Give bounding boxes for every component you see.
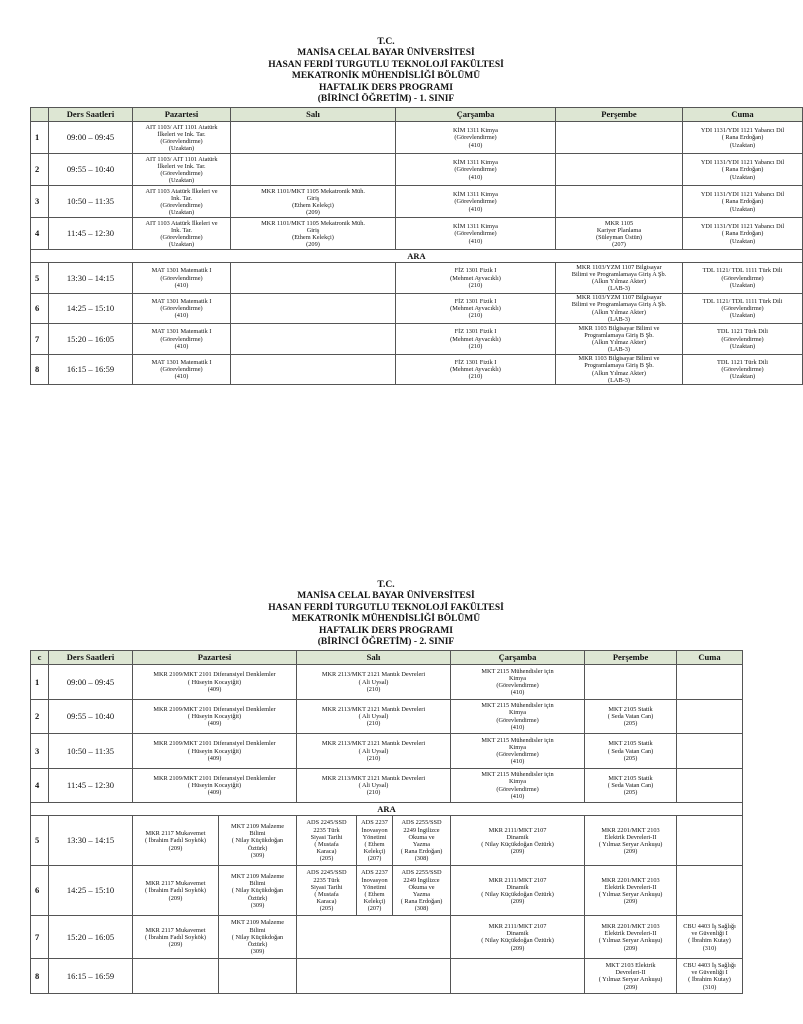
schedule-2-afternoon <box>31 816 743 994</box>
schedule-cell <box>133 959 219 994</box>
schedule-cell: TDL 1121 Türk Dili (Görevlendirme) (Uzaktan) <box>683 324 803 355</box>
table-row <box>31 154 803 186</box>
column-header: Ders Saatleri <box>49 651 133 665</box>
schedule-cell <box>451 959 585 994</box>
schedule-cell: MKT 2115 Mühendisler için Kimya (Görevlendirme) (410) <box>451 768 585 803</box>
schedule-cell: ADS 2237 İnovasyon Yönetimi ( Ethem Kelekçi) (207) <box>357 816 393 866</box>
time-slot: 10:50 – 11:35 <box>49 186 133 218</box>
row-number: 2 <box>31 699 49 734</box>
schedule-cell <box>677 665 743 700</box>
schedule-cell: MAT 1301 Matematik I (Görevlendirme) (410) <box>133 263 231 294</box>
schedule-cell: FİZ 1301 Fizik I (Mehmet Ayvacıklı) (210) <box>396 263 556 294</box>
schedule-cell: ADS 2245/SSD 2235 Türk Siyasi Tarihi ( Mustafa Karaca) (205) <box>297 816 357 866</box>
time-slot: 11:45 – 12:30 <box>49 768 133 803</box>
column-header: Çarşamba <box>451 651 585 665</box>
schedule-cell: MKT 2105 Statik ( Seda Vatan Can) (205) <box>585 734 677 769</box>
schedule-cell: FİZ 1301 Fizik I (Mehmet Ayvacıklı) (210) <box>396 354 556 385</box>
schedule-cell <box>677 699 743 734</box>
row-number: 6 <box>31 293 49 324</box>
time-slot: 13:30 – 14:15 <box>49 263 133 294</box>
table-row <box>31 959 743 994</box>
table-row <box>31 218 803 250</box>
table-row <box>31 699 743 734</box>
schedule-1-header <box>30 37 742 105</box>
row-number: 1 <box>31 665 49 700</box>
schedule-cell: MKT 2109 Malzeme Bilimi ( Nilay Küçükdoğan Öztürk) (309) <box>219 816 297 866</box>
schedule-cell: YDI 1131/YDI 1121 Yabancı Dil ( Rana Erdoğan) (Uzaktan) <box>683 218 803 250</box>
schedule-cell: YDI 1131/YDI 1121 Yabancı Dil ( Rana Erdoğan) (Uzaktan) <box>683 122 803 154</box>
schedule-2-morning <box>31 665 743 803</box>
schedule-cell: MKR 2109/MKT 2101 Diferansiyel Denklemler ( Hüseyin Kocayiğit) (409) <box>133 768 297 803</box>
schedule-cell: TDL 1121/ TDL 1111 Türk Dili (Görevlendirme) (Uzaktan) <box>683 263 803 294</box>
schedule-cell: MKR 2113/MKT 2121 Mantık Devreleri ( Ali Uysal) (210) <box>297 734 451 769</box>
header-line: HASAN FERDİ TURGUTLU TEKNOLOJİ FAKÜLTESİ <box>268 602 504 613</box>
schedule-cell <box>556 122 683 154</box>
schedule-cell: MKR 1103/YZM 1107 Bilgisayar Bilimi ve Programlamaya Giriş A Şb. (Alkın Yılmaz Akter) (LAB-3) <box>556 293 683 324</box>
schedule-cell: CBU 4403 İş Sağlığı ve Güvenliği I ( İbrahim Kutay) (310) <box>677 916 743 959</box>
time-slot: 09:55 – 10:40 <box>49 154 133 186</box>
schedule-cell: ADS 2245/SSD 2235 Türk Siyasi Tarihi ( Mustafa Karaca) (205) <box>297 866 357 916</box>
table-row <box>31 734 743 769</box>
schedule-cell: MKR 2201/MKT 2103 Elektrik Devreleri-II ( Yılmaz Seryar Arıkuşu) (209) <box>585 916 677 959</box>
schedule-cell: MKR 1105 Kariyer Planlama (Süleyman Üstün) (207) <box>556 218 683 250</box>
table-row <box>31 665 743 700</box>
table-row <box>31 916 743 959</box>
row-number: 3 <box>31 186 49 218</box>
schedule-cell: MKR 1103 Bilgisayar Bilimi ve Programlamaya Giriş B Şb. (Alkın Yılmaz Akter) (LAB-3) <box>556 354 683 385</box>
column-header: Pazartesi <box>133 108 231 122</box>
schedule-cell: KİM 1311 Kimya (Görevlendirme) (410) <box>396 122 556 154</box>
schedule-cell: AIT 1103 Atatürk İlkeleri ve Ink. Tar. (Görevlendirme) (Uzaktan) <box>133 218 231 250</box>
schedule-1 <box>30 37 785 385</box>
schedule-cell: MKR 2117 Mukavemet ( İbrahim Fadıl Soykök) (209) <box>133 866 219 916</box>
table-row <box>31 768 743 803</box>
schedule-cell: KİM 1311 Kimya (Görevlendirme) (410) <box>396 186 556 218</box>
schedule-cell: MKT 2105 Statik ( Seda Vatan Can) (205) <box>585 768 677 803</box>
column-header <box>31 108 49 122</box>
schedule-cell <box>231 263 396 294</box>
schedule-cell: AIT 1103/ AIT 1101 Atatürk İlkeleri ve Ink. Tar. (Görevlendirme) (Uzaktan) <box>133 122 231 154</box>
schedule-cell <box>297 916 451 959</box>
schedule-cell <box>677 768 743 803</box>
header-line: HAFTALIK DERS PROGRAMI <box>319 82 453 93</box>
row-number: 2 <box>31 154 49 186</box>
schedule-1-afternoon <box>31 263 803 385</box>
schedule-cell: MKT 2109 Malzeme Bilimi ( Nilay Küçükdoğan Öztürk) (309) <box>219 866 297 916</box>
header-line: (BİRİNCİ ÖĞRETİM) - 1. SINIF <box>317 94 455 105</box>
schedule-cell: MKR 2111/MKT 2107 Dinamik ( Nilay Küçükdoğan Öztürk) (209) <box>451 866 585 916</box>
table-row <box>31 354 803 385</box>
table-header-row <box>31 651 743 665</box>
row-number: 8 <box>31 959 49 994</box>
break-label: ARA <box>31 803 743 816</box>
schedule-cell: MAT 1301 Matematik I (Görevlendirme) (410) <box>133 354 231 385</box>
schedule-2 <box>30 580 742 994</box>
schedule-cell: MKT 2103 Elektrik Devreleri-II ( Yılmaz Seryar Arıkuşu) (209) <box>585 959 677 994</box>
row-number: 6 <box>31 866 49 916</box>
column-header: Cuma <box>677 651 743 665</box>
schedule-cell <box>556 186 683 218</box>
header-line: HAFTALIK DERS PROGRAMI <box>319 625 453 636</box>
column-header: Perşembe <box>556 108 683 122</box>
table-row <box>31 866 743 916</box>
schedule-cell: KİM 1311 Kimya (Görevlendirme) (410) <box>396 218 556 250</box>
schedule-2-table <box>30 650 743 994</box>
schedule-cell <box>231 324 396 355</box>
table-header-row <box>31 108 803 122</box>
schedule-cell: MKR 2109/MKT 2101 Diferansiyel Denklemler ( Hüseyin Kocayiğit) (409) <box>133 699 297 734</box>
schedule-cell: MKT 2115 Mühendisler için Kimya (Görevlendirme) (410) <box>451 734 585 769</box>
schedule-cell: MAT 1301 Matematik I (Görevlendirme) (410) <box>133 293 231 324</box>
schedule-cell <box>231 154 396 186</box>
schedule-cell: ADS 2255/SSD 2249 İngilizce Okuma ve Yazma ( Rana Erdoğan) (308) <box>393 816 451 866</box>
column-header: c <box>31 651 49 665</box>
row-number: 8 <box>31 354 49 385</box>
schedule-cell: ADS 2237 İnovasyon Yönetimi ( Ethem Kelekçi) (207) <box>357 866 393 916</box>
time-slot: 09:00 – 09:45 <box>49 665 133 700</box>
schedule-cell: TDL 1121/ TDL 1111 Türk Dili (Görevlendirme) (Uzaktan) <box>683 293 803 324</box>
time-slot: 16:15 – 16:59 <box>49 354 133 385</box>
header-line: T.C. <box>377 37 395 47</box>
schedule-cell: MKT 2115 Mühendisler için Kimya (Görevlendirme) (410) <box>451 665 585 700</box>
schedule-cell: MKR 2109/MKT 2101 Diferansiyel Denklemler ( Hüseyin Kocayiğit) (409) <box>133 734 297 769</box>
schedule-cell: MKR 2117 Mukavemet ( İbrahim Fadıl Soykök) (209) <box>133 916 219 959</box>
schedule-cell: TDL 1121 Türk Dili (Görevlendirme) (Uzaktan) <box>683 354 803 385</box>
schedule-cell: MKR 2201/MKT 2103 Elektrik Devreleri-II ( Yılmaz Seryar Arıkuşu) (209) <box>585 816 677 866</box>
time-slot: 15:20 – 16:05 <box>49 916 133 959</box>
column-header: Cuma <box>683 108 803 122</box>
schedule-cell: MKR 2113/MKT 2121 Mantık Devreleri ( Ali Uysal) (210) <box>297 699 451 734</box>
time-slot: 15:20 – 16:05 <box>49 324 133 355</box>
row-number: 4 <box>31 218 49 250</box>
schedule-cell: MKR 1101/MKT 1105 Mekatronik Müh. Giriş (Ethem Kelekçi) (209) <box>231 186 396 218</box>
schedule-cell <box>297 959 451 994</box>
column-header: Ders Saatleri <box>49 108 133 122</box>
break-row <box>31 803 743 816</box>
schedule-cell <box>556 154 683 186</box>
schedule-cell: MKT 2115 Mühendisler için Kimya (Görevlendirme) (410) <box>451 699 585 734</box>
schedule-cell: MKR 2113/MKT 2121 Mantık Devreleri ( Ali Uysal) (210) <box>297 768 451 803</box>
time-slot: 09:00 – 09:45 <box>49 122 133 154</box>
schedule-cell: FİZ 1301 Fizik I (Mehmet Ayvacıklı) (210) <box>396 324 556 355</box>
table-row <box>31 816 743 866</box>
schedule-cell <box>677 734 743 769</box>
header-line: T.C. <box>377 580 395 590</box>
row-number: 1 <box>31 122 49 154</box>
schedule-cell: YDI 1131/YDI 1121 Yabancı Dil ( Rana Erdoğan) (Uzaktan) <box>683 186 803 218</box>
row-number: 7 <box>31 916 49 959</box>
time-slot: 16:15 – 16:59 <box>49 959 133 994</box>
header-line: MEKATRONİK MÜHENDİSLİĞİ BÖLÜMÜ <box>291 614 481 625</box>
schedule-cell: MKT 2109 Malzeme Bilimi ( Nilay Küçükdoğan Öztürk) (309) <box>219 916 297 959</box>
time-slot: 11:45 – 12:30 <box>49 218 133 250</box>
schedule-cell: KİM 1311 Kimya (Görevlendirme) (410) <box>396 154 556 186</box>
schedule-cell <box>231 293 396 324</box>
schedule-1-morning <box>31 122 803 250</box>
time-slot: 14:25 – 15:10 <box>49 866 133 916</box>
schedule-cell: MKR 2109/MKT 2101 Diferansiyel Denklemler ( Hüseyin Kocayiğit) (409) <box>133 665 297 700</box>
header-line: MANİSA CELAL BAYAR ÜNİVERSİTESİ <box>297 48 475 59</box>
schedule-cell: CBU 4403 İş Sağlığı ve Güvenliği I ( İbrahim Kutay) (310) <box>677 959 743 994</box>
break-row <box>31 250 803 263</box>
time-slot: 13:30 – 14:15 <box>49 816 133 866</box>
time-slot: 14:25 – 15:10 <box>49 293 133 324</box>
header-line: HASAN FERDİ TURGUTLU TEKNOLOJİ FAKÜLTESİ <box>268 59 504 70</box>
column-header: Salı <box>297 651 451 665</box>
column-header: Pazartesi <box>133 651 297 665</box>
schedule-2-header <box>30 580 742 648</box>
header-line: MANİSA CELAL BAYAR ÜNİVERSİTESİ <box>297 591 475 602</box>
schedule-cell: MKT 2105 Statik ( Seda Vatan Can) (205) <box>585 699 677 734</box>
schedule-cell: MKR 1101/MKT 1105 Mekatronik Müh. Giriş (Ethem Kelekçi) (209) <box>231 218 396 250</box>
table-row <box>31 263 803 294</box>
schedule-cell: FİZ 1301 Fizik I (Mehmet Ayvacıklı) (210) <box>396 293 556 324</box>
schedule-cell: MKR 1103 Bilgisayar Bilimi ve Programlamaya Giriş B Şb. (Alkın Yılmaz Akter) (LAB-3) <box>556 324 683 355</box>
header-line: MEKATRONİK MÜHENDİSLİĞİ BÖLÜMÜ <box>291 71 481 82</box>
schedule-cell: YDI 1131/YDI 1121 Yabancı Dil ( Rana Erdoğan) (Uzaktan) <box>683 154 803 186</box>
table-row <box>31 122 803 154</box>
schedule-cell <box>677 866 743 916</box>
schedule-1-table <box>30 107 803 385</box>
column-header: Çarşamba <box>396 108 556 122</box>
table-row <box>31 324 803 355</box>
schedule-cell: MKR 2111/MKT 2107 Dinamik ( Nilay Küçükdoğan Öztürk) (209) <box>451 916 585 959</box>
schedule-cell: MKR 1103/YZM 1107 Bilgisayar Bilimi ve Programlamaya Giriş A Şb. (Alkın Yılmaz Akter) (LAB-3) <box>556 263 683 294</box>
row-number: 5 <box>31 263 49 294</box>
time-slot: 09:55 – 10:40 <box>49 699 133 734</box>
table-row <box>31 186 803 218</box>
schedule-cell <box>231 354 396 385</box>
row-number: 7 <box>31 324 49 355</box>
schedule-cell: MKR 2111/MKT 2107 Dinamik ( Nilay Küçükdoğan Öztürk) (209) <box>451 816 585 866</box>
schedule-cell: MKR 2117 Mukavemet ( İbrahim Fadıl Soykök) (209) <box>133 816 219 866</box>
schedule-cell: MKR 2113/MKT 2121 Mantık Devreleri ( Ali Uysal) (210) <box>297 665 451 700</box>
schedule-cell <box>231 122 396 154</box>
column-header: Salı <box>231 108 396 122</box>
row-number: 4 <box>31 768 49 803</box>
schedule-cell <box>585 665 677 700</box>
schedule-cell <box>677 816 743 866</box>
column-header: Perşembe <box>585 651 677 665</box>
break-label: ARA <box>31 250 803 263</box>
row-number: 5 <box>31 816 49 866</box>
schedule-cell: ADS 2255/SSD 2249 İngilizce Okuma ve Yazma ( Rana Erdoğan) (308) <box>393 866 451 916</box>
header-line: (BİRİNCİ ÖĞRETİM) - 2. SINIF <box>317 637 455 648</box>
schedule-cell <box>219 959 297 994</box>
schedule-cell: MKR 2201/MKT 2103 Elektrik Devreleri-II ( Yılmaz Seryar Arıkuşu) (209) <box>585 866 677 916</box>
schedule-cell: AIT 1103 Atatürk İlkeleri ve Ink. Tar. (Görevlendirme) (Uzaktan) <box>133 186 231 218</box>
table-row <box>31 293 803 324</box>
row-number: 3 <box>31 734 49 769</box>
schedule-cell: MAT 1301 Matematik I (Görevlendirme) (410) <box>133 324 231 355</box>
schedule-cell: AIT 1103/ AIT 1101 Atatürk İlkeleri ve Ink. Tar. (Görevlendirme) (Uzaktan) <box>133 154 231 186</box>
time-slot: 10:50 – 11:35 <box>49 734 133 769</box>
